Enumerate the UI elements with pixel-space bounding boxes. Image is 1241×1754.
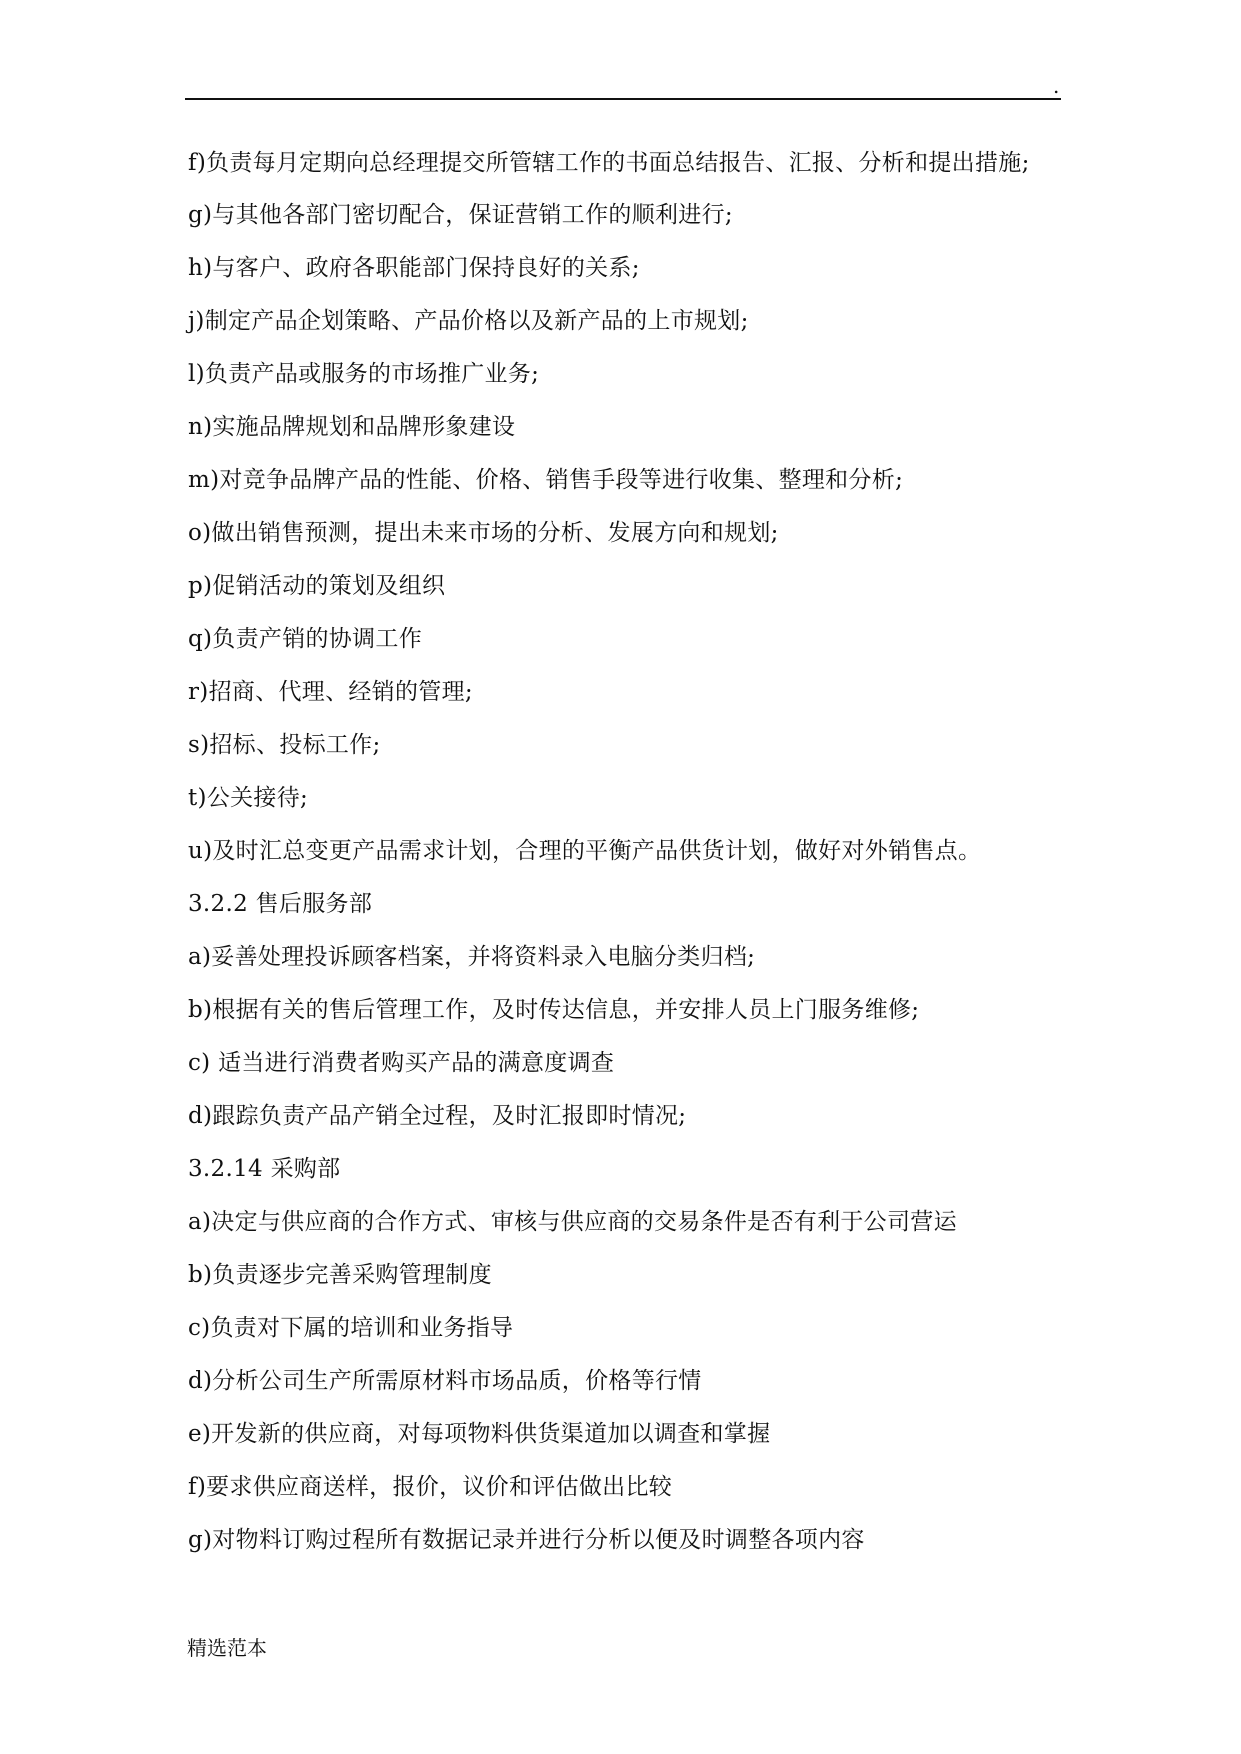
paragraph: f)负责每月定期向总经理提交所管辖工作的书面总结报告、汇报、分析和提出措施; [188, 150, 1030, 176]
paragraph: c) 适当进行消费者购买产品的满意度调查 [188, 1050, 615, 1076]
paragraph: j)制定产品企划策略、产品价格以及新产品的上市规划; [188, 308, 749, 334]
paragraph: a)决定与供应商的合作方式、审核与供应商的交易条件是否有利于公司营运 [188, 1209, 957, 1235]
paragraph: o)做出销售预测，提出未来市场的分析、发展方向和规划; [188, 520, 779, 546]
paragraph: b)负责逐步完善采购管理制度 [188, 1262, 492, 1288]
paragraph: d)跟踪负责产品产销全过程，及时汇报即时情况; [188, 1103, 687, 1129]
paragraph: g)对物料订购过程所有数据记录并进行分析以便及时调整各项内容 [188, 1527, 865, 1553]
paragraph: c)负责对下属的培训和业务指导 [188, 1315, 514, 1341]
paragraph: u)及时汇总变更产品需求计划，合理的平衡产品供货计划，做好对外销售点。 [188, 838, 982, 864]
header-mark: . [1053, 74, 1060, 98]
paragraph: t)公关接待; [188, 785, 309, 811]
paragraph: l)负责产品或服务的市场推广业务; [188, 361, 540, 387]
paragraph: g)与其他各部门密切配合，保证营销工作的顺利进行; [188, 202, 733, 228]
section-heading: 3.2.14 采购部 [188, 1156, 341, 1182]
paragraph: b)根据有关的售后管理工作，及时传达信息，并安排人员上门服务维修; [188, 997, 920, 1023]
paragraph: m)对竞争品牌产品的性能、价格、销售手段等进行收集、整理和分析; [188, 467, 904, 493]
paragraph: h)与客户、政府各职能部门保持良好的关系; [188, 255, 640, 281]
paragraph: d)分析公司生产所需原材料市场品质，价格等行情 [188, 1368, 702, 1394]
paragraph: s)招标、投标工作; [188, 732, 381, 758]
document-body [188, 148, 1060, 1578]
paragraph: n)实施品牌规划和品牌形象建设 [188, 414, 516, 440]
paragraph: p)促销活动的策划及组织 [188, 573, 446, 599]
paragraph: q)负责产销的协调工作 [188, 626, 422, 652]
footer-label: 精选范本 [187, 1636, 267, 1660]
header-rule [185, 98, 1061, 100]
paragraph: r)招商、代理、经销的管理; [188, 679, 473, 705]
paragraph: f)要求供应商送样，报价，议价和评估做出比较 [188, 1474, 673, 1500]
paragraph: e)开发新的供应商，对每项物料供货渠道加以调查和掌握 [188, 1421, 771, 1447]
section-heading: 3.2.2 售后服务部 [188, 891, 373, 917]
paragraph: a)妥善处理投诉顾客档案，并将资料录入电脑分类归档; [188, 944, 756, 970]
